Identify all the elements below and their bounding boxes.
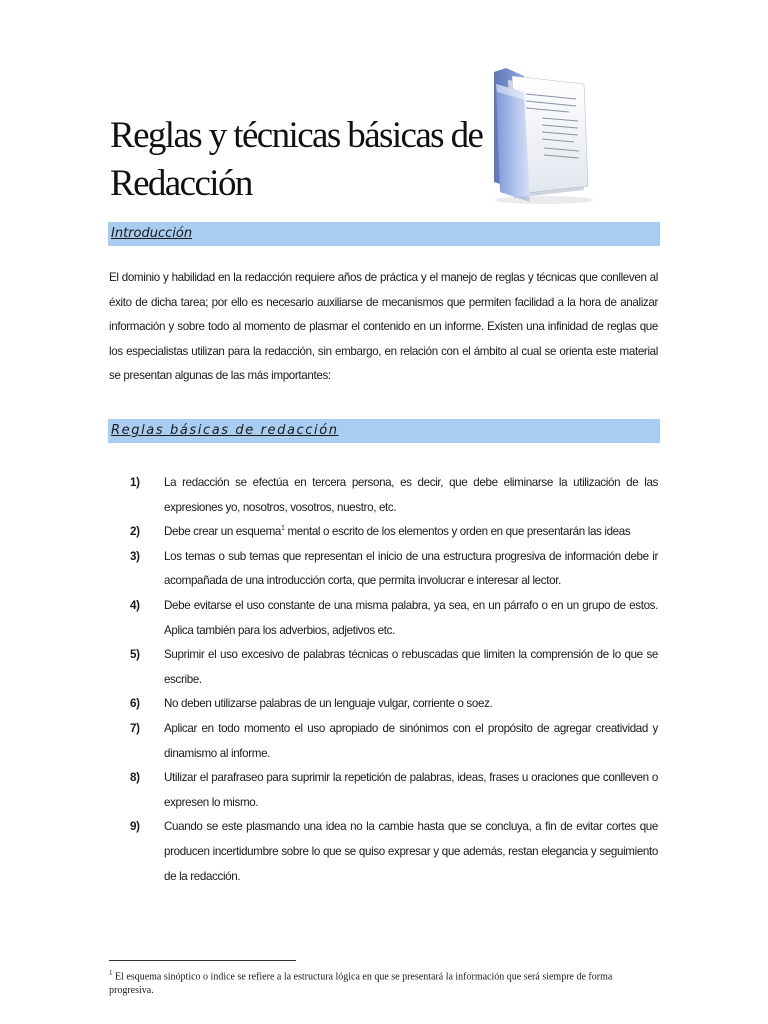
list-number: 4)	[130, 598, 140, 612]
footnote	[109, 966, 657, 998]
list-number: 3)	[130, 549, 140, 563]
list-item	[126, 766, 658, 815]
list-text: Los temas o sub temas que representan el inicio de una estructura progresiva de información debe ir acompañada de una introducción corta, que permita involucrar e interesar al lector.	[164, 549, 658, 588]
list-number: 6)	[130, 697, 140, 711]
list-number: 2)	[130, 525, 140, 539]
list-number: 1)	[130, 476, 140, 489]
list-text	[164, 520, 658, 545]
list-text: Utilizar el parafraseo para suprimir la repetición de palabras, ideas, frases u oraciones que conlleven o expresen lo mismo.	[164, 771, 658, 809]
list-text-part: mental o escrito de los elementos y orden en que presentarán las ideas	[284, 525, 631, 539]
list-number: 9)	[130, 820, 140, 834]
list-item	[126, 717, 658, 766]
footnote-reference[interactable]: 1	[281, 525, 285, 533]
list-number: 7)	[130, 721, 140, 735]
list-number: 5)	[130, 648, 140, 662]
list-number: 8)	[130, 771, 140, 785]
title-line-1: Reglas y técnicas básicas de	[110, 115, 483, 156]
document-folder-icon	[484, 66, 610, 206]
list-text: Aplicar en todo momento el uso apropiado de sinónimos con el propósito de agregar creatividad y dinamismo al informe.	[164, 721, 658, 760]
rules-list	[126, 471, 658, 889]
list-item	[126, 471, 658, 520]
list-text: No deben utilizarse palabras de un lenguaje vulgar, corriente o soez.	[164, 697, 493, 711]
list-item	[126, 692, 658, 717]
list-item	[126, 594, 658, 643]
title-line-2: Redacción	[110, 163, 252, 204]
list-text: Debe evitarse el uso constante de una misma palabra, ya sea, en un párrafo o en un grupo de estos. Aplica también para los adverbios, adjetivos etc.	[164, 598, 658, 637]
footnote-separator	[109, 960, 296, 961]
list-item	[126, 520, 658, 545]
list-text: Suprimir el uso excesivo de palabras técnicas o rebuscadas que limiten la comprensión de lo que se escribe.	[164, 648, 658, 686]
document-title	[110, 112, 490, 208]
list-item	[126, 545, 658, 594]
list-item	[126, 815, 658, 889]
section-heading: Introducción	[111, 226, 193, 241]
footnote-text: El esquema sinóptico o índice se refiere a la estructura lógica en que se presentará la información que será siempre de forma progresiva.	[109, 971, 613, 997]
intro-paragraph: El dominio y habilidad en la redacción requiere años de práctica y el manejo de reglas y técnicas que conlleven al éxito de dicha tarea; por ello es necesario auxiliarse de mecanismos que permiten facilidad a la hora de analizar información y sobre todo al momento de plasmar el contenido en un informe. Existen una infinidad de reglas que los especialistas utilizan para la redacción, sin embargo, en relación con el ámbito al cual se orienta este material se presentan algunas de las más importantes:	[109, 271, 658, 383]
section-header-reglas	[108, 419, 660, 443]
list-item	[126, 643, 658, 692]
list-text: Cuando se este plasmando una idea no la cambie hasta que se concluya, a fin de evitar cortes que producen incertidumbre sobre lo que se quiso expresar y que además, restan elegancia y seguimiento de la redacción.	[164, 820, 658, 883]
section-header-introduccion	[108, 222, 660, 246]
list-text: La redacción se efectúa en tercera persona, es decir, que debe eliminarse la utilización de las expresiones yo, nosotros, vosotros, nuestro, etc.	[164, 476, 658, 514]
footnote-marker: 1	[109, 969, 113, 977]
section-heading: Reglas básicas de redacción	[111, 423, 339, 438]
list-text-part: Debe crear un esquema	[164, 525, 282, 539]
